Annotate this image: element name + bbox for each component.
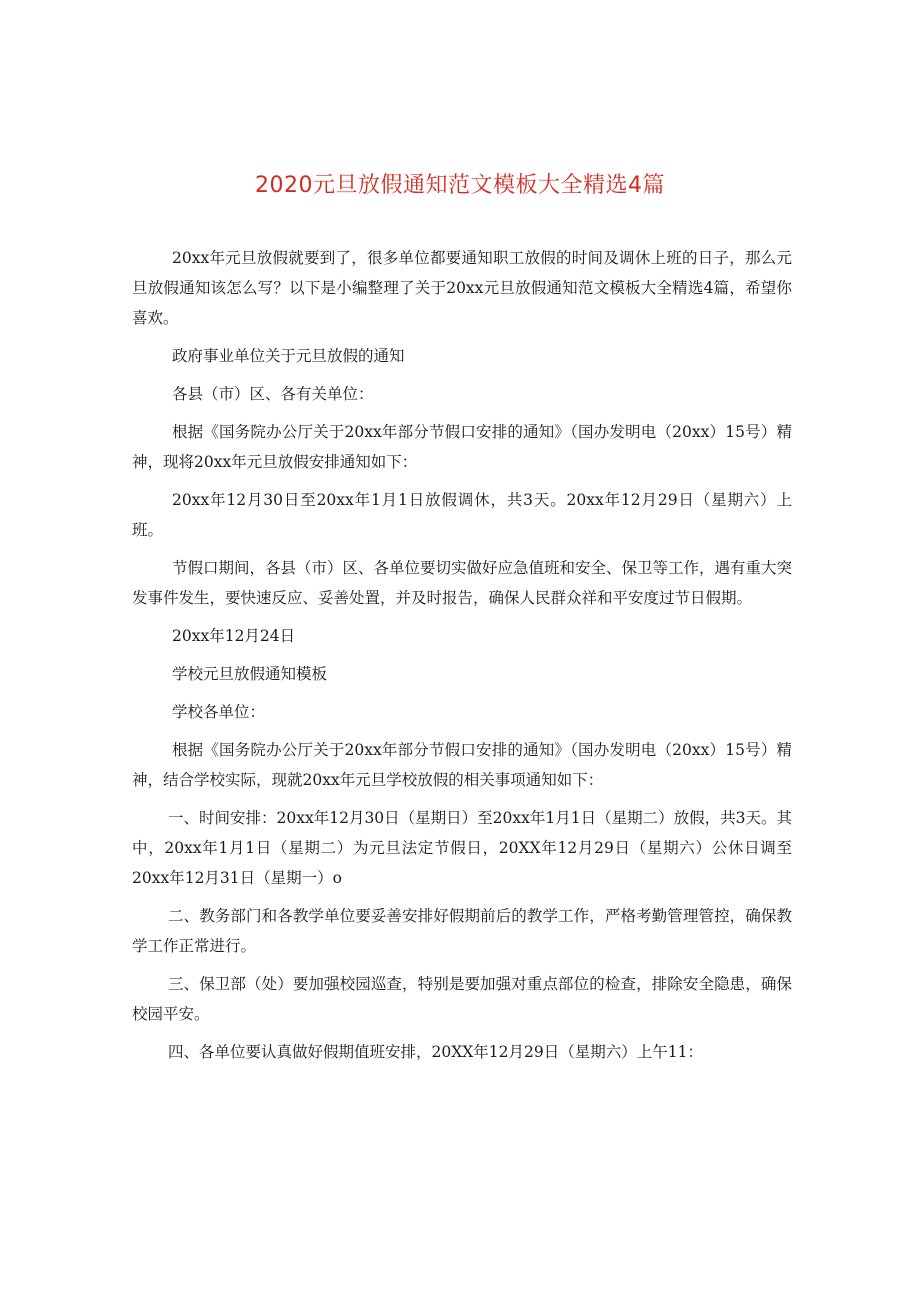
paragraph-item-one: 一、时间安排：20xx年12月30日（星期日）至20xx年1月1日（星期二）放假，共3天。其中，20xx年1月1日（星期二）为元旦法定节假日，20XX年12月29日（星期六）公休日调至20xx年12月31日（星期一）o: [132, 809, 792, 887]
paragraph-duty-government: 节假口期间，各县（市）区、各单位要切实做好应急值班和安全、保卫等工作，遇有重大突发事件发生，要快速反应、妥善处置，并及时报告，确保人民群众祥和平安度过节日假期。: [132, 559, 793, 607]
paragraph-item-two: 二、教务部门和各教学单位要妥善安排好假期前后的教学工作，严格考勤管理管控，确保教学工作正常进行。: [132, 907, 792, 955]
document-body: [132, 243, 792, 1075]
paragraph-item-three: 三、保卫部（处）要加强校园巡查，特别是要加强对重点部位的检查，排除安全隐患，确保校园平安。: [132, 975, 792, 1023]
section-heading-school: 学校元旦放假通知模板: [172, 665, 328, 683]
document-title: 2020元旦放假通知范文模板大全精选4篇: [255, 173, 665, 198]
section-heading-government: 政府事业单位关于元旦放假的通知: [172, 347, 405, 365]
paragraph-basis-school: 根据《国务院办公厅关于20xx年部分节假口安排的通知》（国办发明电（20xx）15号）精神，结合学校实际，现就20xx年元旦学校放假的相关事项通知如下：: [132, 741, 792, 789]
intro-paragraph: 20xx年元旦放假就要到了，很多单位都要通知职工放假的时间及调休上班的日子，那么元旦放假通知该怎么写？以下是小编整理了关于20xx元旦放假通知范文模板大全精选4篇，希望你喜欢。: [132, 249, 792, 327]
salutation-government: 各县（市）区、各有关单位：: [172, 385, 374, 403]
paragraph-schedule-government: 20xx年12月30日至20xx年1月1日放假调休，共3天。20xx年12月29日（星期六）上班。: [132, 491, 792, 539]
document-date: 20xx年12月24日: [172, 627, 296, 645]
paragraph-basis-government: 根据《国务院办公厅关于20xx年部分节假口安排的通知》（国办发明电（20xx）15号）精神，现将20xx年元旦放假安排通知如下：: [132, 423, 792, 471]
salutation-school: 学校各单位：: [172, 703, 266, 721]
paragraph-item-four: 四、各单位要认真做好假期值班安排，20XX年12月29日（星期六）上午11：: [168, 1043, 703, 1061]
